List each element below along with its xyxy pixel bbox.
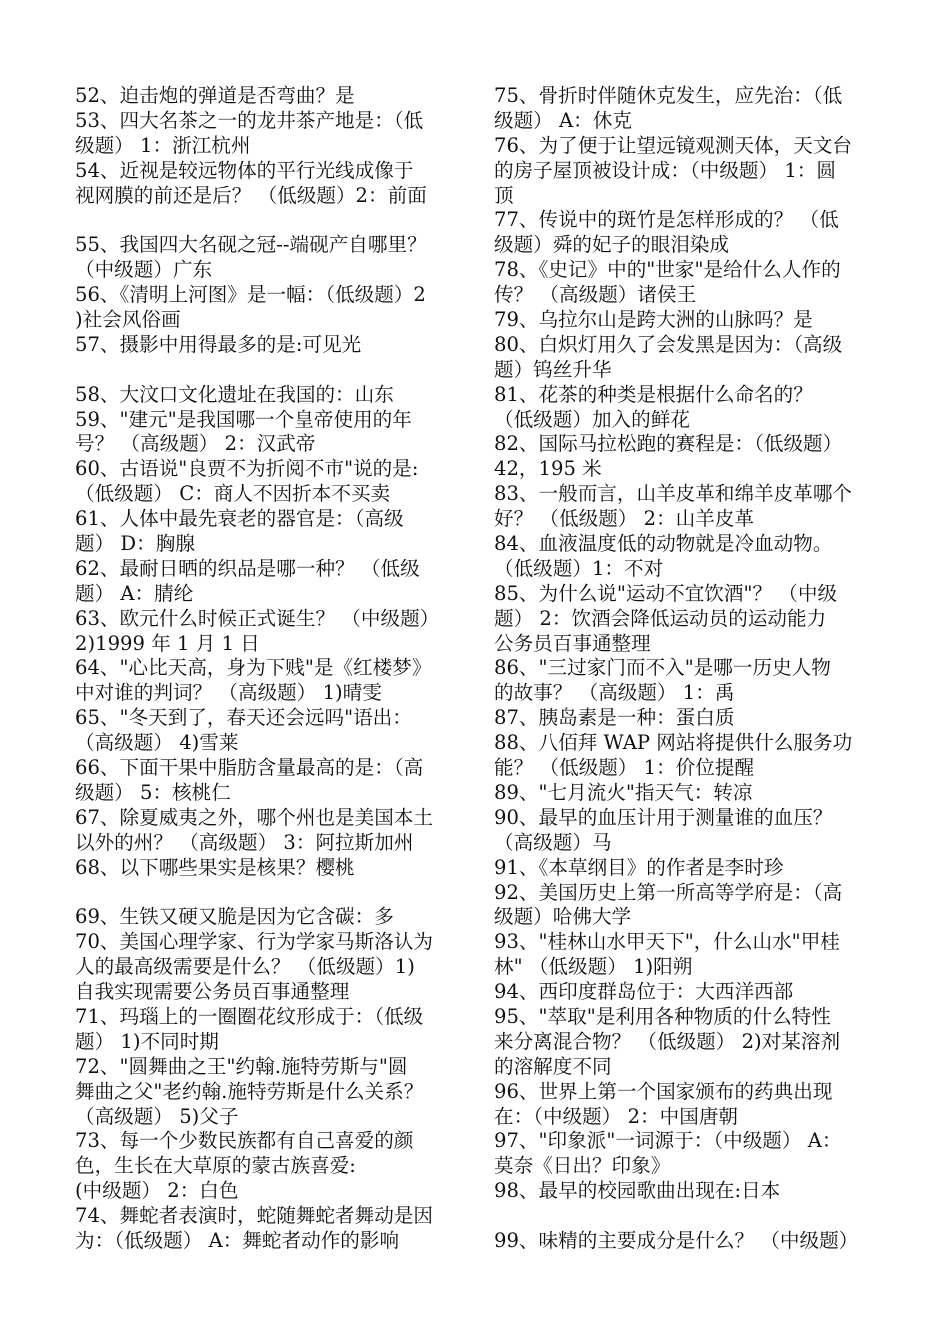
text-line: （低级题） C：商人不因折本不买卖 — [75, 482, 391, 506]
text-line: 61、人体中最先衰老的器官是：（高级 — [75, 507, 404, 531]
text-line: 94、西印度群岛位于：大西洋西部 — [494, 980, 794, 1004]
text-line: （高级题）马 — [494, 830, 612, 854]
text-line — [75, 358, 465, 383]
text-line: 的溶解度不同 — [494, 1054, 612, 1078]
text-line: 88、八佰拜 WAP 网站将提供什么服务功 — [494, 731, 853, 755]
text-line: 的房子屋顶被设计成：（中级题） 1：圆 — [494, 158, 836, 182]
text-line: 99、味精的主要成分是什么？ （中级题） — [494, 1228, 859, 1252]
text-line: 在：（中级题） 2：中国唐朝 — [494, 1104, 739, 1128]
text-line: 70、美国心理学家、行为学家马斯洛认为 — [75, 930, 434, 954]
text-line: 95、"萃取"是利用各种物质的什么特性 — [494, 1004, 831, 1028]
text-line: 53、四大名茶之一的龙井茶产地是：（低 — [75, 108, 424, 132]
text-line: 97、"印象派"一词源于：（中级题） A： — [494, 1129, 842, 1153]
text-line: )社会风俗画 — [75, 308, 181, 332]
text-line: 92、美国历史上第一所高等学府是：（高 — [494, 880, 843, 904]
text-line: 视网膜的前还是后？ （低级题）2：前面 — [75, 183, 427, 207]
text-line: 93、"桂林山水甲天下"，什么山水"甲桂 — [494, 930, 840, 954]
text-line: 67、除夏威夷之外，哪个州也是美国本土 — [75, 805, 434, 829]
text-line: 题）钨丝升华 — [494, 357, 612, 381]
text-line: 题） 1)不同时期 — [75, 1029, 219, 1053]
text-line: 舞曲之父"老约翰.施特劳斯是什么关系？ — [75, 1079, 424, 1103]
text-line: 85、为什么说"运动不宜饮酒"？ （中级 — [494, 581, 838, 605]
text-line: 人的最高级需要是什么？ （低级题）1) — [75, 955, 415, 979]
text-line: 69、生铁又硬又脆是因为它含碳：多 — [75, 905, 394, 929]
text-line: 级题） 5：核桃仁 — [75, 780, 231, 804]
text-line — [75, 881, 465, 906]
text-line: 级题）舜的妃子的眼泪染成 — [494, 233, 730, 257]
text-line: 89、"七月流火"指天气：转凉 — [494, 780, 753, 804]
text-line — [75, 208, 465, 233]
text-line: （低级题）1：不对 — [494, 556, 664, 580]
text-line: 75、骨折时伴随休克发生，应先治：（低 — [494, 84, 843, 107]
text-line: （中级题）广东 — [75, 258, 213, 282]
text-line: 来分离混合物？ （低级题） 2)对某溶剂 — [494, 1029, 841, 1053]
text-line: 52、迫击炮的弹道是否弯曲？是 — [75, 84, 355, 107]
text-line: 题） D：胸腺 — [75, 532, 195, 556]
text-line: 74、舞蛇者表演时，蛇随舞蛇者舞动是因 — [75, 1204, 434, 1228]
text-line: 64、"心比天高，身为下贱"是《红楼梦》 — [75, 656, 432, 680]
text-line: 58、大汶口文化遗址在我国的：山东 — [75, 382, 394, 406]
text-line: 题） 2：饮酒会降低运动员的运动能力 — [494, 606, 827, 630]
text-line: 83、一般而言，山羊皮革和绵羊皮革哪个 — [494, 482, 853, 506]
text-line: 63、欧元什么时候正式诞生？ （中级题） — [75, 606, 440, 630]
text-line: 60、古语说"良贾不为折阅不市"说的是: — [75, 457, 419, 481]
text-line: 98、最早的校园歌曲出现在:日本 — [494, 1179, 781, 1203]
text-line: 87、胰岛素是一种：蛋白质 — [494, 706, 735, 730]
left-text-column — [75, 84, 465, 1254]
text-line: 级题） 1：浙江杭州 — [75, 133, 251, 157]
text-line: 2)1999 年 1 月 1 日 — [75, 631, 260, 655]
text-line: 级题）哈佛大学 — [494, 905, 632, 929]
text-line: 好？ （低级题） 2：山羊皮革 — [494, 507, 755, 531]
text-line: 57、摄影中用得最多的是:可见光 — [75, 332, 362, 356]
text-line: 73、每一个少数民族都有自己喜爱的颜 — [75, 1129, 414, 1153]
text-line: 81、花茶的种类是根据什么命名的？ — [494, 382, 813, 406]
text-line: 55、我国四大名砚之冠--端砚产自哪里？ — [75, 233, 427, 257]
text-line: 90、最早的血压计用于测量谁的血压？ — [494, 805, 833, 829]
text-line: 级题） A：休克 — [494, 108, 632, 132]
text-line: 82、国际马拉松跑的赛程是：（低级题） — [494, 432, 843, 456]
text-line: 62、最耐日晒的织品是哪一种？ （低级 — [75, 556, 420, 580]
text-line: 59、"建元"是我国哪一个皇帝使用的年 — [75, 407, 412, 431]
text-line: 题） A：腈纶 — [75, 581, 194, 605]
text-line — [494, 1204, 884, 1229]
text-line: 79、乌拉尔山是跨大洲的山脉吗？是 — [494, 308, 813, 332]
text-line: 77、传说中的斑竹是怎样形成的？ （低 — [494, 208, 839, 232]
text-line: （高级题） 5)父子 — [75, 1104, 239, 1128]
text-line: 66、下面干果中脂肪含量最高的是：（高 — [75, 756, 424, 780]
text-line: 42，195 米 — [494, 457, 602, 481]
text-line: 71、玛瑙上的一圈圈花纹形成于：（低级 — [75, 1004, 424, 1028]
text-line: 公务员百事通整理 — [494, 631, 651, 655]
text-line: 91、《本草纲目》的作者是李时珍 — [494, 855, 784, 879]
text-line: 号？ （高级题） 2：汉武帝 — [75, 432, 316, 456]
text-line: 76、为了便于让望远镜观测天体，天文台 — [494, 133, 853, 157]
text-line: (中级题） 2：白色 — [75, 1179, 239, 1203]
text-line: 54、近视是较远物体的平行光线成像于 — [75, 158, 414, 182]
text-line: 96、世界上第一个国家颁布的药典出现 — [494, 1079, 833, 1103]
text-line: 72、"圆舞曲之王"约翰.施特劳斯与"圆 — [75, 1054, 408, 1078]
text-line: 自我实现需要公务员百事通整理 — [75, 980, 350, 1004]
text-line: 68、以下哪些果实是核果？樱桃 — [75, 855, 355, 879]
text-line: 86、"三过家门而不入"是哪一历史人物 — [494, 656, 831, 680]
text-line: 80、白炽灯用久了会发黑是因为：（高级 — [494, 332, 843, 356]
text-line: 林" （低级题） 1)阳朔 — [494, 955, 693, 979]
text-line: 色，生长在大草原的蒙古族喜爱: — [75, 1154, 356, 1178]
text-line: 顶 — [494, 183, 514, 207]
text-line: （低级题）加入的鲜花 — [494, 407, 690, 431]
text-line: 65、"冬天到了，春天还会远吗"语出： — [75, 706, 412, 730]
text-line: 的故事？ （高级题） 1：禹 — [494, 681, 735, 705]
text-line: 莫奈《日出？印象》 — [494, 1154, 671, 1178]
text-line: 以外的州？ （高级题） 3：阿拉斯加州 — [75, 830, 414, 854]
text-line: 56、《清明上河图》是一幅：（低级题）2 — [75, 283, 426, 307]
right-text-column — [494, 84, 884, 1254]
text-line: 84、血液温度低的动物就是冷血动物。 — [494, 532, 833, 556]
text-line: 能？ （低级题） 1：价位提醒 — [494, 756, 755, 780]
text-line: 中对谁的判词？ （高级题） 1)晴雯 — [75, 681, 382, 705]
text-line: 78、《史记》中的"世家"是给什么人作的 — [494, 258, 841, 282]
text-line: 传？ （高级题）诸侯王 — [494, 283, 697, 307]
text-line: 为：（低级题） A：舞蛇者动作的影响 — [75, 1228, 400, 1252]
text-line: （高级题） 4)雪莱 — [75, 731, 239, 755]
